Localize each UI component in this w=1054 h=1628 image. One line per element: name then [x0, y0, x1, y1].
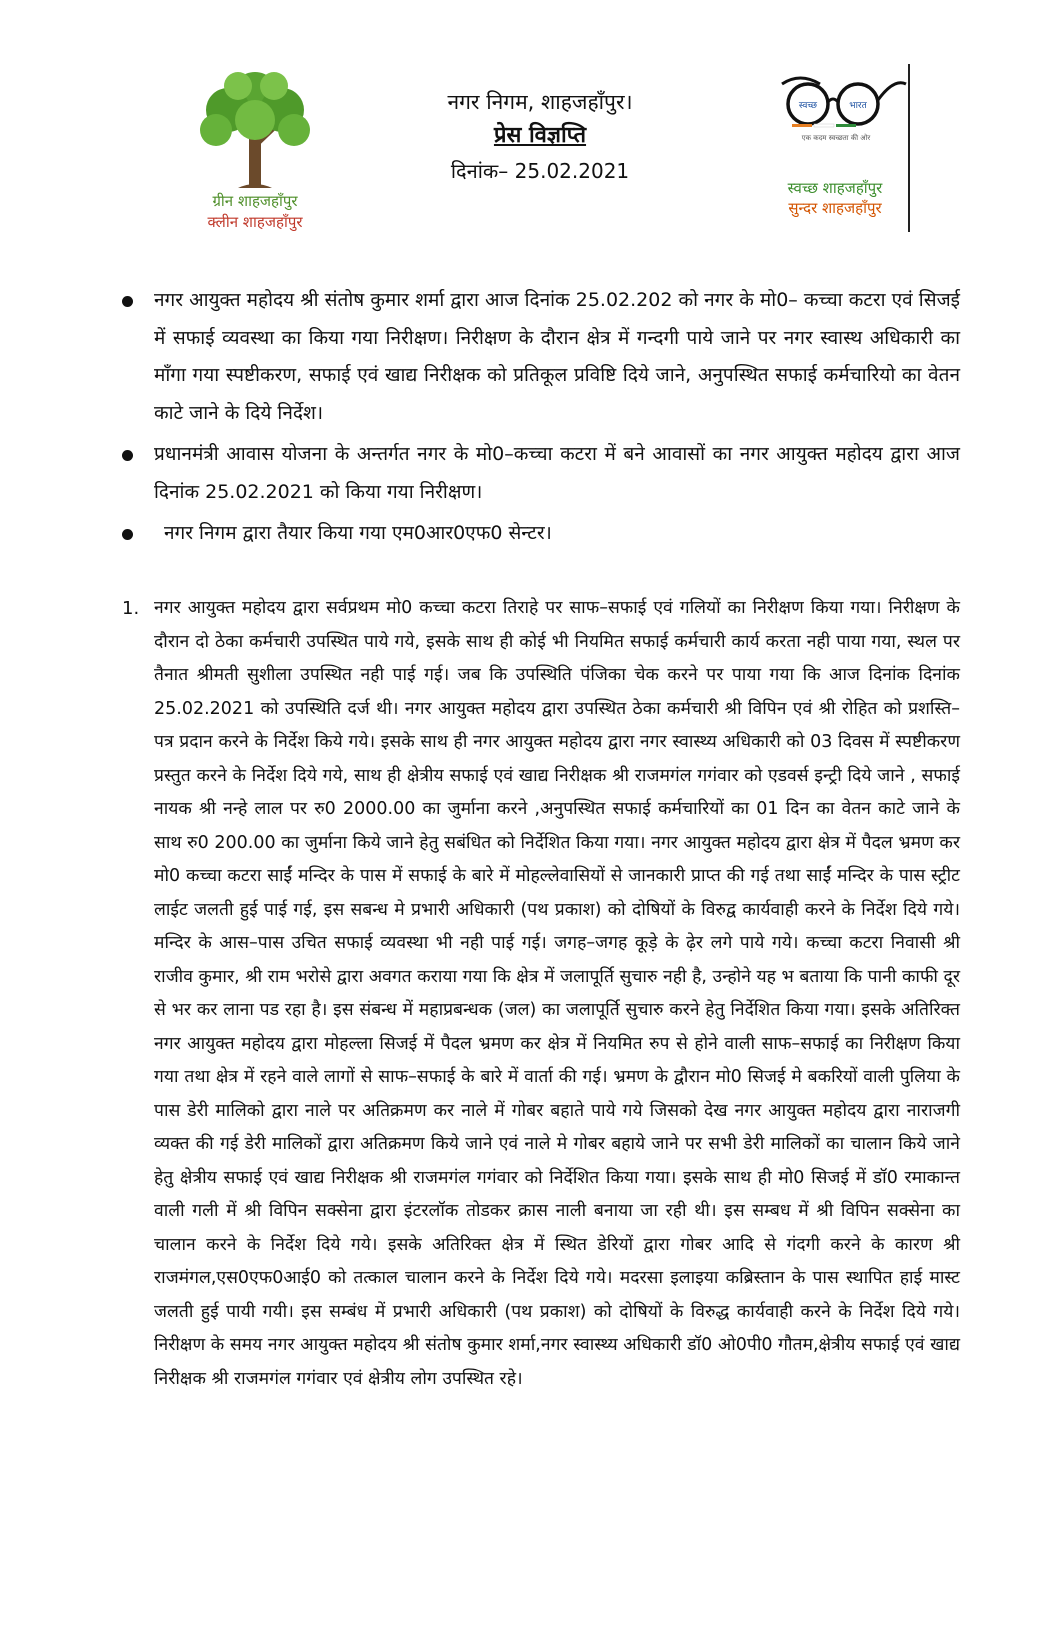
document-date: दिनांक– 25.02.2021 — [450, 159, 630, 183]
left-lens-text: स्वच्छ — [798, 101, 818, 111]
right-lens-text: भारत — [849, 101, 867, 111]
gandhi-glasses-icon — [780, 70, 910, 132]
summary-bullet-list — [118, 282, 960, 557]
bullet-dot-icon — [122, 296, 133, 307]
right-logo-caption-sundar: सुन्दर शाहजहाँपुर — [788, 199, 882, 217]
title-block — [380, 88, 700, 184]
green-shahjahanpur-logo — [180, 68, 330, 238]
bullet-item — [118, 282, 960, 432]
left-logo-caption-green: ग्रीन शाहजहाँपुर — [212, 192, 298, 210]
numbered-paragraph — [122, 592, 960, 1396]
bullet-dot-icon — [122, 450, 133, 461]
bullet-text: प्रधानमंत्री आवास योजना के अन्तर्गत नगर के मो0–कच्चा कटरा में बने आवासों का नगर आयुक्त महोदय द्वारा आज दिनांक 25.02.2021 को किया गया निरीक्षण। — [154, 443, 960, 503]
bullet-text: नगर निगम द्वारा तैयार किया गया एम0आर0एफ0 सेन्टर। — [164, 522, 552, 544]
document-title: प्रेस विज्ञप्ति — [493, 123, 587, 148]
swachh-bharat-logo — [780, 70, 910, 230]
bullet-item — [118, 515, 960, 553]
swachh-tagline: एक कदम स्वच्छता की ओर — [801, 134, 871, 142]
header-divider — [908, 64, 910, 232]
letterhead — [0, 0, 1054, 270]
right-logo-caption-swachh: स्वच्छ शाहजहाँपुर — [787, 179, 883, 197]
paragraph-body: नगर आयुक्त महोदय द्वारा सर्वप्रथम मो0 कच्चा कटरा तिराहे पर साफ–सफाई एवं गलियों का निरीक्षण किया गया। निरीक्षण के दौरान दो ठेका कर्मचारी उपस्थित पाये गये, इसके साथ ही कोई भी नियमित सफाई कर्मचारी कार्य करता नही पाया गया, स्थल पर तैनात श्रीमती सुशीला उपस्थित नही पाई गई। जब कि उपस्थिति पंजिका चेक करने पर पाया गया कि आज दिनांक दिनांक 25.02.2021 को उपस्थिति दर्ज थी। नगर आयुक्त महोदय द्वारा उपस्थित ठेका कर्मचारी श्री विपिन एवं श्री रोहित को प्रशस्ति–पत्र प्रदान करने के निर्देश किये गये। इसके साथ ही नगर आयुक्त महोदय द्वारा नगर स्वास्थ्य अधिकारी को 03 दिवस में स्पष्टीकरण प्रस्तुत करने के निर्देश दिये गये, साथ ही क्षेत्रीय सफाई एवं खाद्य निरीक्षक श्री राजमगंल गगंवार को एडवर्स इन्ट्री दिये जाने , सफाई नायक श्री नन्हे लाल पर रु0 2000.00 का जुर्माना करने ,अनुपस्थित सफाई कर्मचारियों का 01 दिन का वेतन काटे जाने के साथ रु0 200.00 का जुर्माना किये जाने हेतु सबंधित को निर्देशित किया गया। नगर आयुक्त महोदय द्वारा क्षेत्र में पैदल भ्रमण कर मो0 कच्चा कटरा साईं मन्दिर के पास में सफाई के बारे में मोहल्लेवासियों से जानकारी प्राप्त की गई तथा साईं मन्दिर के पास स्ट्रीट लाईट जलती हुई पाई गई, इस सबन्ध मे प्रभारी अधिकारी (पथ प्रकाश) को दोषियों के विरुद्व कार्यवाही करने के निर्देश दिये गये। मन्दिर के आस–पास उचित सफाई व्यवस्था भी नही पाई गई। जगह–जगह कूड़े के ढ़ेर लगे पाये गये। कच्चा कटरा निवासी श्री राजीव कुमार, श्री राम भरोसे द्वारा अवगत कराया गया कि क्षेत्र में जलापूर्ति सुचारु नही है, उन्होने यह भ बताया कि पानी काफी दूर से भर कर लाना पड रहा है। इस संबन्ध में महाप्रबन्धक (जल) का जलापूर्ति सुचारु करने हेतु निर्देशित किया गया। इसके अतिरिक्त नगर आयुक्त महोदय द्वारा मोहल्ला सिजई में पैदल भ्रमण कर क्षेत्र में नियमित रुप से होने वाली साफ–सफाई का निरीक्षण किया गया तथा क्षेत्र में रहने वाले लागों से साफ–सफाई के बारे में वार्ता की गई। भ्रमण के द्वौरान मो0 सिजई मे बकरियों वाली पुलिया के पास डेरी मालिको द्वारा नाले पर अतिक्रमण कर नाले में गोबर बहाते पाये गये जिसको देख नगर आयुक्त महोदय द्वारा नाराजगी व्यक्त की गई डेरी मालिकों द्वारा अतिक्रमण किये जाने एवं नाले मे गोबर बहाये जाने पर सभी डेरी मालिकों का चालान किये जाने हेतु क्षेत्रीय सफाई एवं खाद्य निरीक्षक श्री राजमगंल गगंवार को निर्देशित किया गया। इसके साथ ही मो0 सिजई में डॉ0 रमाकान्त वाली गली में श्री विपिन सक्सेना द्वारा इंटरलॉक तोडकर क्रास नाली बनाया जा रही थी। इस सम्बध में श्री विपिन सक्सेना का चालान करने के निर्देश दिये गये। इसके अतिरिक्त क्षेत्र में स्थित डेरियों द्वारा गोबर आदि से गंदगी करने के कारण श्री राजमंगल,एस0एफ0आई0 को तत्काल चालान करने के निर्देश दिये गये। मदरसा इलाइया कब्रिस्तान के पास स्थापित हाई मास्ट जलती हुई पायी गयी। इस सम्बंध में प्रभारी अधिकारी (पथ प्रकाश) को दोषियों के विरुद्ध कार्यवाही करने के निर्देश दिये गये। निरीक्षण के समय नगर आयुक्त महोदय श्री संतोष कुमार शर्मा,नगर स्वास्थ्य अधिकारी डॉ0 ओ0पी0 गौतम,क्षेत्रीय सफाई एवं खाद्य निरीक्षक श्री राजमगंल गगंवार एवं क्षेत्रीय लोग उपस्थित रहे। — [154, 598, 960, 1389]
bullet-dot-icon — [122, 529, 133, 540]
bullet-text: नगर आयुक्त महोदय श्री संतोष कुमार शर्मा द्वारा आज दिनांक 25.02.202 को नगर के मो0– कच्चा कटरा एवं सिजई में सफाई व्यवस्था का किया गया निरीक्षण। निरीक्षण के दौरान क्षेत्र में गन्दगी पाये जाने पर नगर स्वास्थ अधिकारी का माँगा गया स्पष्टीकरण, सफाई एवं खाद्य निरीक्षक को प्रतिकूल प्रविष्टि दिये जाने, अनुपस्थित सफाई कर्मचारियो का वेतन काटे जाने के दिये निर्देश। — [154, 289, 960, 424]
left-logo-caption-clean: क्लीन शाहजहाँपुर — [207, 213, 303, 231]
tree-icon — [198, 68, 312, 190]
paragraph-number: 1. — [122, 598, 140, 619]
bullet-item — [118, 436, 960, 511]
organization-name: नगर निगम, शाहजहाँपुर। — [447, 90, 633, 114]
